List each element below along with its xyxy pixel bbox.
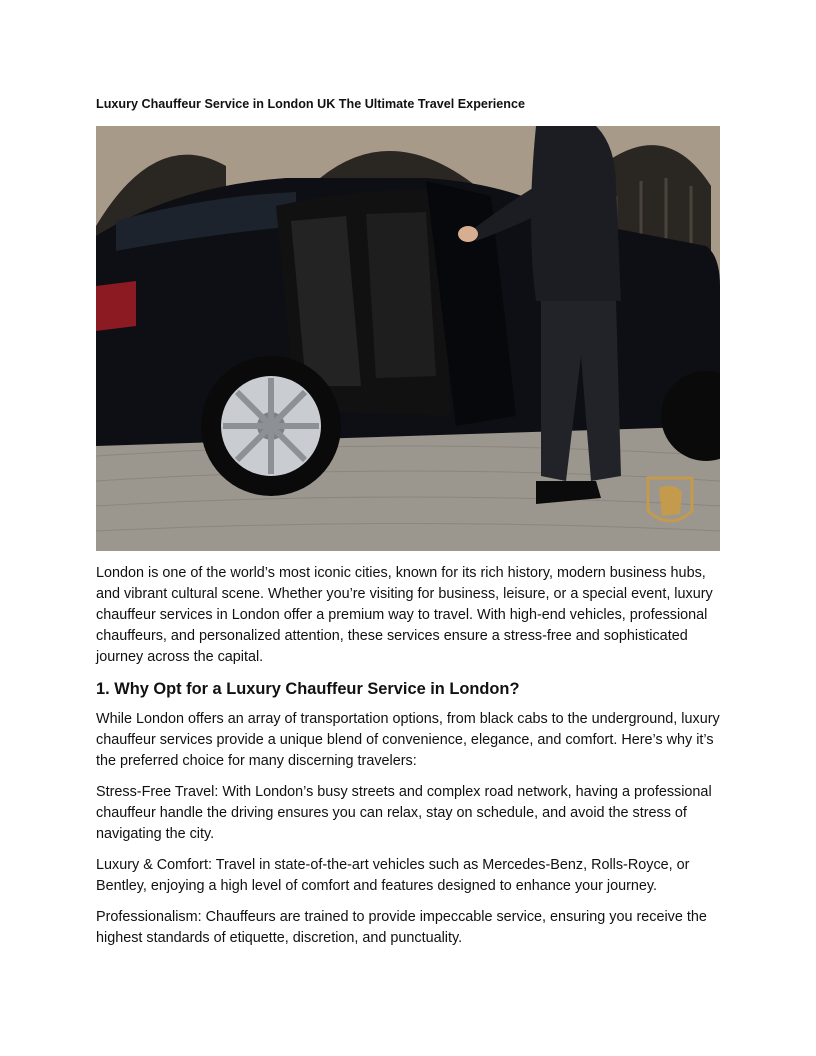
chauffeur-car-illustration (96, 126, 720, 551)
point-stress-free-travel: Stress-Free Travel: With London’s busy streets and complex road network, having a professional chauffeur handle the driving ensures you can relax, stay on schedule, and avoid the stress of navigating the city. (96, 784, 712, 842)
section-heading: 1. Why Opt for a Luxury Chauffeur Service in London? (96, 680, 520, 698)
cobblestone-ground (96, 426, 720, 551)
article-body (96, 563, 724, 959)
chauffeur (531, 126, 621, 301)
point-professionalism: Professionalism: Chauffeurs are trained to provide impeccable service, ensuring you receive the highest standards of etiquette, discretion, and punctuality. (96, 909, 707, 946)
intro-paragraph: London is one of the world’s most iconic cities, known for its rich history, modern business hubs, and vibrant cultural scene. Whether you’re visiting for business, leisure, or a special event, luxury chauffeur services in London offer a premium way to travel. With high-end vehicles, professional chauffeurs, and personalized attention, these services ensure a stress-free and sophisticated journey across the capital. (96, 565, 713, 665)
hero-photo (96, 126, 720, 551)
tail-light (96, 281, 136, 331)
section-lead-paragraph: While London offers an array of transportation options, from black cabs to the underground, luxury chauffeur services provide a unique blend of convenience, elegance, and comfort. Here’s why it’s the preferred choice for many discerning travelers: (96, 711, 720, 769)
point-luxury-comfort: Luxury & Comfort: Travel in state-of-the-art vehicles such as Mercedes-Benz, Rolls-Royce, or Bentley, enjoying a high level of comfort and features designed to enhance your journey. (96, 857, 690, 894)
document-title: Luxury Chauffeur Service in London UK The Ultimate Travel Experience (96, 97, 525, 111)
